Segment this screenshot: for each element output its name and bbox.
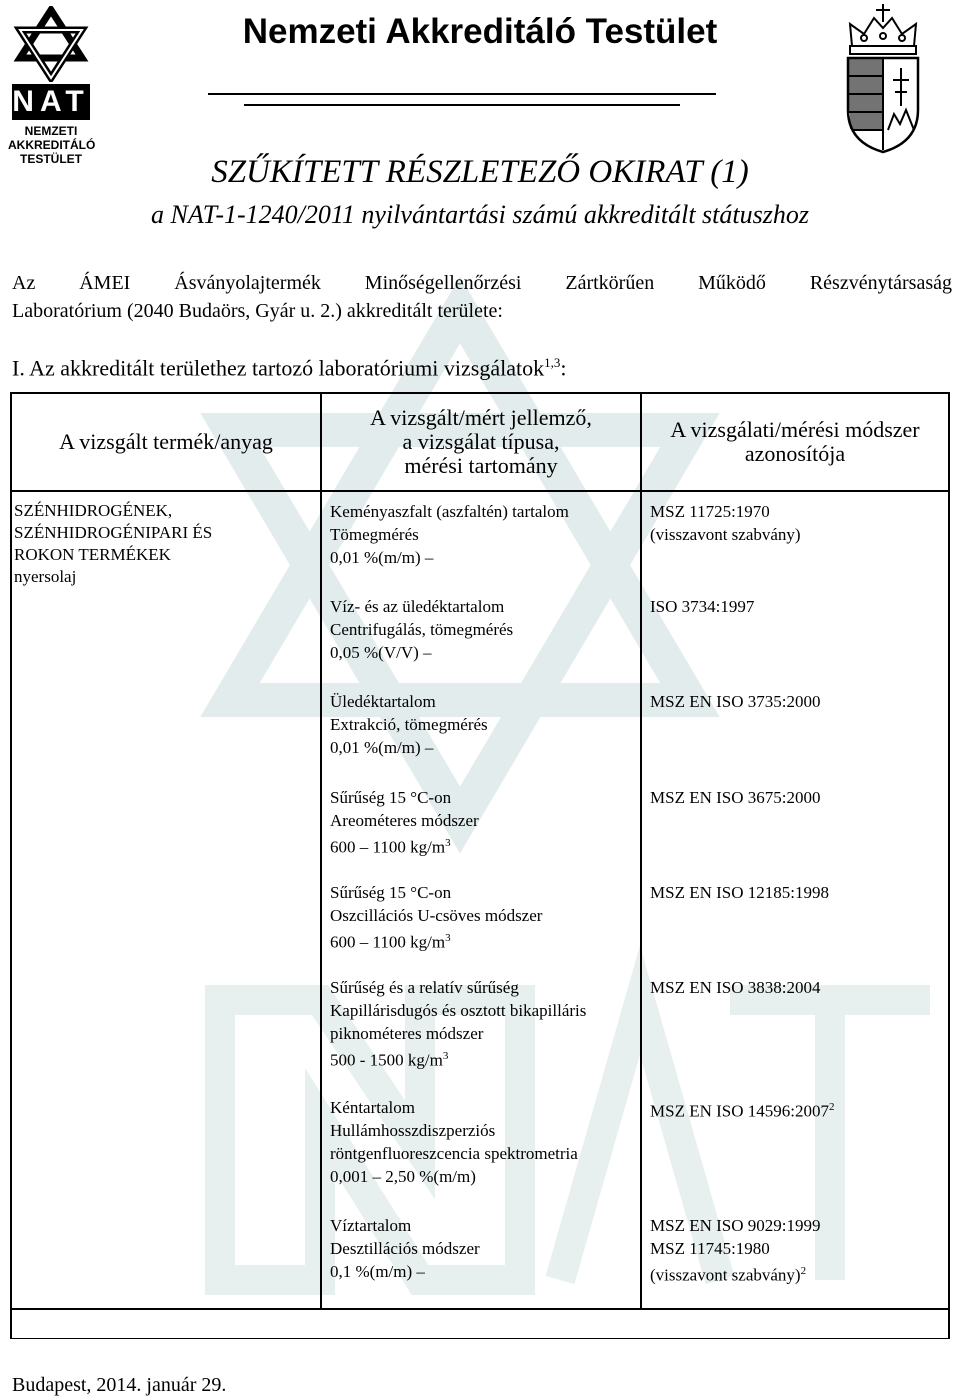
test-line (330, 1045, 586, 1072)
header-rule (244, 104, 680, 106)
logo-nat-text: NAT (12, 85, 90, 118)
header-line: a vizsgálat típusa, (402, 429, 560, 454)
method-line: MSZ EN ISO 3675:2000 (650, 788, 821, 807)
method-cell (650, 881, 829, 904)
test-cell (330, 500, 569, 569)
document-subtitle: a NAT-1-1240/2011 nyilvántartási számú akkreditált státuszhoz (151, 200, 809, 229)
footnote-ref: 2 (800, 1265, 807, 1277)
method-line: MSZ EN ISO 12185:1998 (650, 883, 829, 902)
intro-line: Laboratórium (2040 Budaörs, Gyár u. 2.) akkreditált területe: (12, 300, 503, 322)
method-cell (650, 1096, 834, 1123)
method-cell (650, 976, 820, 999)
table-border (948, 392, 950, 1338)
method-cell (650, 500, 801, 546)
test-line: Üledéktartalom (330, 692, 436, 711)
range-text: 600 – 1100 kg/m (330, 932, 446, 952)
method-line: MSZ 11745:1980 (650, 1239, 770, 1258)
unit-superscript: 3 (442, 1050, 449, 1062)
method-text: MSZ EN ISO 14596:2007 (650, 1101, 829, 1121)
logo-caption-line: AKKREDITÁLÓ (8, 138, 96, 152)
product-line: nyersolaj (14, 567, 77, 586)
test-line (330, 832, 479, 859)
table-border (10, 1338, 950, 1339)
method-cell (650, 1214, 820, 1287)
table-border (10, 490, 950, 492)
test-line: Víz- és az üledéktartalom (330, 597, 505, 616)
header-rule (208, 93, 716, 95)
table-border (640, 392, 642, 1310)
test-line: Oszcillációs U-csöves módszer (330, 906, 543, 925)
test-line: Centrifugálás, tömegmérés (330, 620, 514, 639)
range-text: 600 – 1100 kg/m (330, 837, 446, 857)
test-line (330, 927, 542, 954)
table-border (10, 1308, 950, 1310)
method-line: MSZ EN ISO 3838:2004 (650, 978, 821, 997)
section-footnote-ref: 1,3 (544, 355, 561, 370)
product-cell (14, 500, 212, 588)
section-heading (12, 355, 566, 381)
test-line: Hullámhosszdiszperziós (330, 1121, 496, 1140)
logo-caption-line: NEMZETI (24, 124, 78, 138)
method-line: (visszavont szabvány) (650, 525, 801, 544)
method-cell (650, 690, 820, 713)
column-header-method (642, 418, 948, 466)
test-line: Sűrűség 15 °C-on (330, 883, 452, 902)
logo-caption-line: TESTÜLET (20, 152, 82, 166)
organization-title: Nemzeti Akkreditáló Testület (242, 12, 718, 51)
test-line: 0,05 %(V/V) – (330, 643, 432, 662)
intro-line: Az ÁMEI Ásványolajtermék Minőségellenőrzési Zártkörűen Működő Részvénytársaság (12, 272, 952, 294)
method-line: MSZ EN ISO 3735:2000 (650, 692, 821, 711)
document-title: SZŰKÍTETT RÉSZLETEZŐ OKIRAT (1) (211, 154, 749, 190)
test-line: Keményaszfalt (aszfaltén) tartalom (330, 502, 569, 521)
test-line: piknométeres módszer (330, 1024, 484, 1043)
test-cell (330, 595, 513, 664)
unit-superscript: 3 (445, 932, 451, 944)
test-line: Areométeres módszer (330, 811, 479, 830)
table-border (320, 392, 322, 1310)
method-line: MSZ 11725:1970 (650, 502, 770, 521)
nat-logo (8, 6, 94, 166)
method-line (650, 1096, 834, 1123)
footnote-ref: 2 (828, 1101, 835, 1113)
test-line: 0,01 %(m/m) – (330, 738, 434, 757)
test-line: Extrakció, tömegmérés (330, 715, 488, 734)
test-cell (330, 1096, 578, 1188)
place-date: Budapest, 2014. január 29. (12, 1374, 227, 1396)
header-line: A vizsgálati/mérési módszer (670, 417, 920, 442)
header-line: A vizsgált/mért jellemző, (370, 405, 592, 430)
nat-star-icon (12, 6, 90, 82)
range-text: 500 - 1500 kg/m (330, 1050, 443, 1070)
header-line: mérési tartomány (404, 453, 558, 478)
section-text: I. Az akkreditált területhez tartozó laboratóriumi vizsgálatok (12, 355, 545, 381)
header-line: A vizsgált termék/anyag (59, 429, 273, 454)
product-line: SZÉNHIDROGÉNIPARI ÉS (14, 523, 213, 542)
table-border (10, 392, 12, 1338)
test-line: 0,1 %(m/m) – (330, 1262, 425, 1281)
test-cell (330, 976, 586, 1072)
method-cell (650, 786, 820, 809)
column-header-test (322, 406, 640, 478)
test-line: 0,01 %(m/m) – (330, 548, 434, 567)
test-line: Víztartalom (330, 1216, 412, 1235)
method-line (650, 1260, 820, 1287)
test-line: Kapillárisdugós és osztott bikapilláris (330, 1001, 587, 1020)
hungarian-coat-of-arms-icon (842, 2, 924, 154)
test-line: Kéntartalom (330, 1098, 415, 1117)
method-line: ISO 3734:1997 (650, 597, 755, 616)
method-cell (650, 595, 754, 618)
method-line: MSZ EN ISO 9029:1999 (650, 1216, 821, 1235)
test-cell (330, 690, 488, 759)
product-line: SZÉNHIDROGÉNEK, (14, 501, 173, 520)
test-line: Tömegmérés (330, 525, 419, 544)
test-cell (330, 881, 542, 954)
test-cell (330, 786, 479, 859)
column-header-product (12, 430, 320, 454)
unit-superscript: 3 (445, 837, 451, 849)
test-cell (330, 1214, 480, 1283)
test-line: Sűrűség és a relatív sűrűség (330, 978, 519, 997)
test-line: röntgenfluoreszcencia spektrometria (330, 1144, 578, 1163)
header-line: azonosítója (744, 441, 846, 466)
product-line: ROKON TERMÉKEK (14, 545, 171, 564)
test-line: Desztillációs módszer (330, 1239, 480, 1258)
method-text: (visszavont szabvány) (650, 1265, 801, 1285)
section-suffix: : (560, 355, 567, 381)
test-line: Sűrűség 15 °C-on (330, 788, 452, 807)
table-border (10, 392, 950, 394)
test-line: 0,001 – 2,50 %(m/m) (330, 1167, 476, 1186)
